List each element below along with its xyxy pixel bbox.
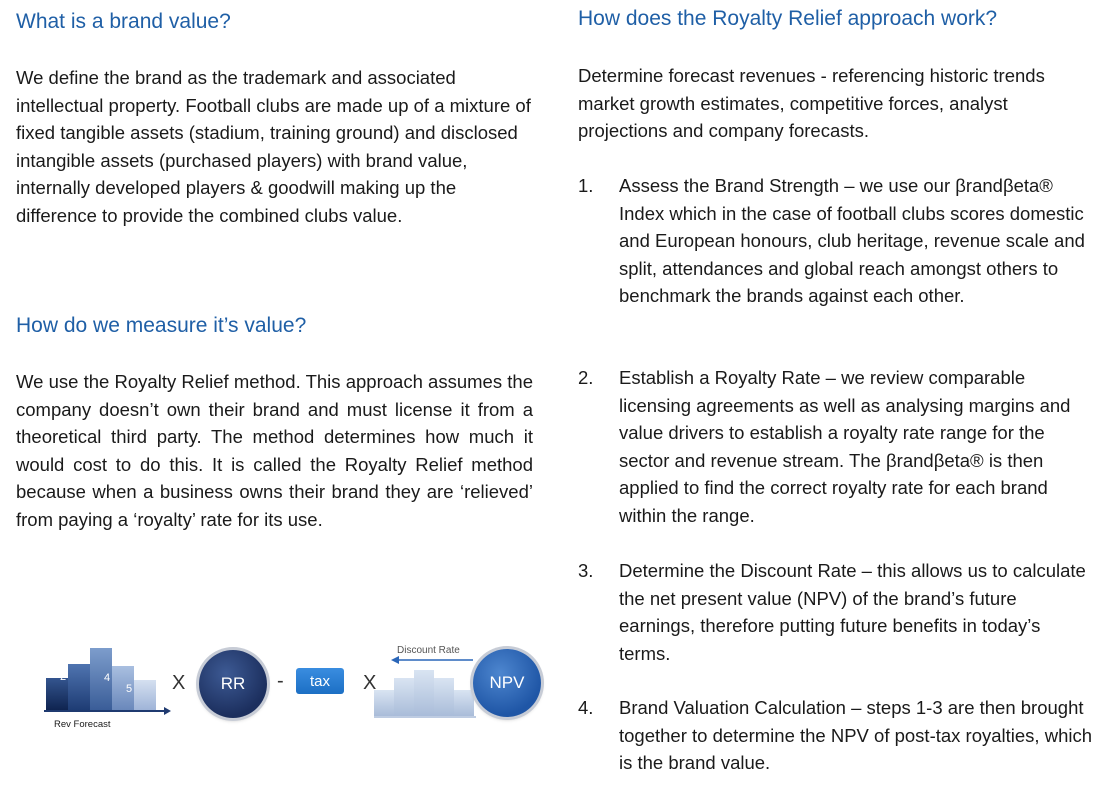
step-text: Brand Valuation Calculation – steps 1-3 are then brought together to determine the NPV of post-tax royalties, which is the brand value.: [619, 697, 1093, 773]
discount-rate-label: Discount Rate: [397, 645, 460, 656]
step-number: 2.: [578, 367, 594, 388]
step-text: Determine the Discount Rate – this allows us to calculate the net present value (NPV) of the brand’s future earnings, therefore putting future benefits in today’s terms.: [619, 560, 1086, 664]
heading-how-measure-value: How do we measure it’s value?: [16, 314, 307, 337]
step-text: Assess the Brand Strength – we use our βrandβeta® Index which in the case of football clubs scores domestic and European honours, club heritage, revenue scale and split, attendances and global reach amongst others to benchmark the brands against each other.: [619, 175, 1085, 306]
discount-bar-2: [394, 678, 414, 716]
bar-label-2: 2: [60, 671, 67, 683]
paragraph-forecast-revenues: Determine forecast revenues - referencing historic trends market growth estimates, competitive forces, analyst projections and company forecasts.: [578, 65, 1045, 141]
valuation-formula-diagram: [16, 620, 556, 740]
forecast-bar-5: [134, 680, 156, 710]
step-2: [578, 364, 1093, 529]
multiply-operator-2: X: [363, 672, 377, 694]
heading-royalty-relief-approach: How does the Royalty Relief approach work?: [578, 7, 998, 30]
bar-label-3: 3: [82, 655, 89, 667]
bar-label-1: 1: [39, 687, 46, 699]
minus-operator: -: [277, 670, 284, 692]
rev-forecast-chart: [39, 648, 171, 730]
discount-bar-1: [374, 690, 394, 716]
heading-what-is-brand-value: What is a brand value?: [16, 10, 231, 33]
rev-forecast-label: Rev Forecast: [54, 719, 111, 730]
discount-bar-4: [434, 678, 454, 716]
step-number: 4.: [578, 697, 594, 718]
npv-circle: NPV: [473, 649, 541, 717]
bar-label-5: 5: [126, 683, 133, 695]
step-number: 3.: [578, 560, 594, 581]
discount-bar-3: [414, 670, 434, 716]
forecast-bar-2: [68, 664, 90, 710]
rev-forecast-arrowhead: [164, 707, 171, 715]
step-3: [578, 557, 1093, 667]
step-4: [578, 694, 1093, 777]
royalty-rate-circle: RR: [199, 650, 267, 718]
discount-bar-5: [454, 690, 474, 716]
discount-arrowhead: [391, 656, 399, 664]
tax-box: tax: [296, 668, 344, 694]
step-number: 1.: [578, 175, 594, 196]
paragraph-brand-definition: We define the brand as the trademark and associated intellectual property. Football clubs are made up of a mixture of fixed tangible assets (stadium, training ground) and disclosed intangible assets (purchased players) with brand value, internally developed players & goodwill making up the difference to provide the combined clubs value.: [16, 67, 531, 226]
step-text: Establish a Royalty Rate – we review comparable licensing agreements as well as analysing margins and value drivers to establish a royalty rate range for the sector and revenue stream. The βrandβeta® is then applied to find the correct royalty rate for each brand within the range.: [619, 367, 1071, 526]
paragraph-royalty-relief-method: We use the Royalty Relief method. This approach assumes the company doesn’t own their brand and must license it from a theoretical third party. The method determines how much it would cost to do this. It is called the Royalty Relief method because when a business owns their brand they are ‘relieved’ from paying a ‘royalty’ rate for its use.: [16, 371, 533, 530]
step-1: [578, 172, 1093, 310]
bar-label-4: 4: [104, 672, 111, 684]
discount-chart: [374, 645, 476, 717]
multiply-operator-1: X: [172, 672, 186, 694]
